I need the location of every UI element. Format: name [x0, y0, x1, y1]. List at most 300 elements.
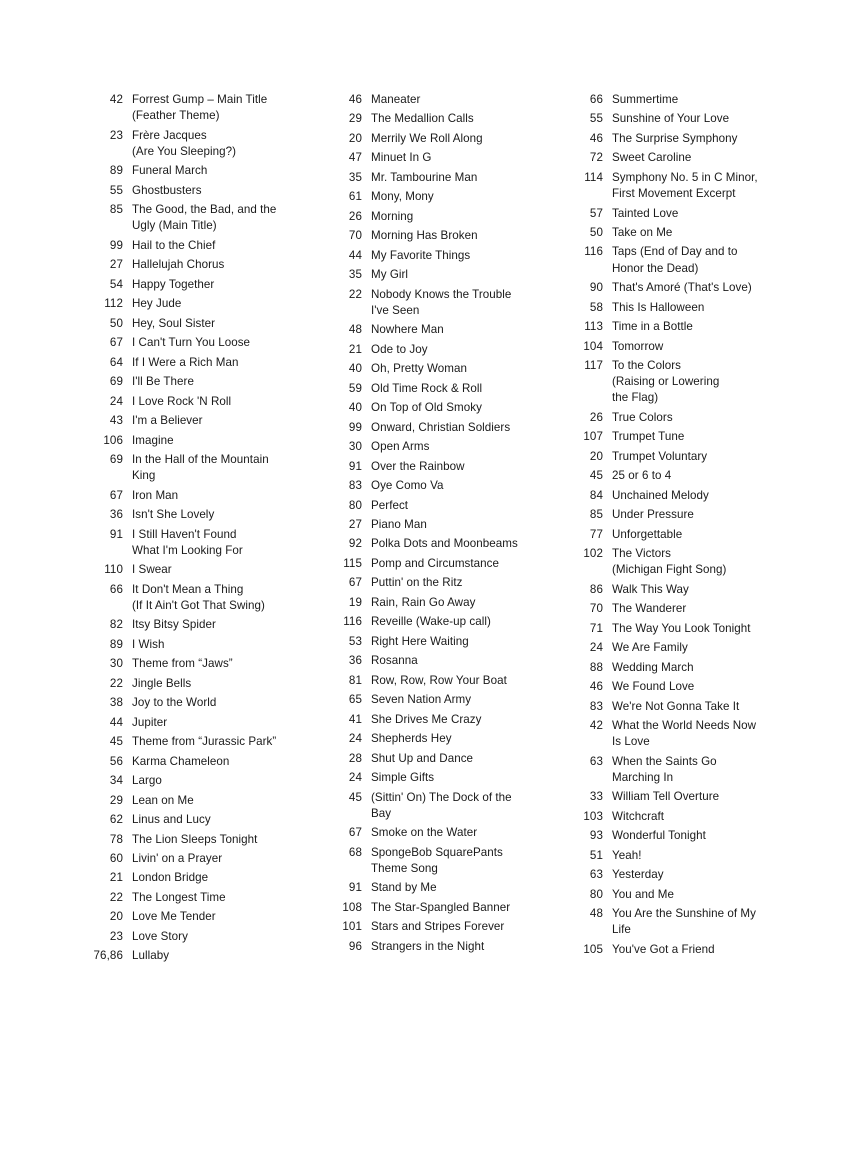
index-entry[interactable]: [325, 614, 552, 630]
index-entry[interactable]: [86, 163, 311, 179]
index-entry[interactable]: [566, 809, 793, 825]
entry-page-number: 20: [109, 910, 123, 924]
index-entry[interactable]: [86, 413, 311, 429]
entry-title: [612, 942, 793, 958]
entry-page-number: 114: [584, 170, 603, 184]
entry-page-number: 30: [348, 440, 362, 454]
entry-title: [132, 812, 311, 828]
entry-title: [612, 601, 793, 617]
entry-title: [612, 809, 793, 825]
entry-title-line: Walk This Way: [612, 582, 689, 596]
entry-title: [371, 919, 552, 935]
entry-title: [612, 828, 793, 844]
index-entry[interactable]: [325, 673, 552, 689]
entry-title-line: (Michigan Fight Song): [612, 563, 727, 577]
index-entry[interactable]: [325, 517, 552, 533]
index-entry[interactable]: [86, 562, 311, 578]
entry-page-number: 107: [583, 430, 603, 444]
entry-title: [132, 202, 311, 234]
index-entry[interactable]: [325, 825, 552, 841]
index-entry[interactable]: [86, 929, 311, 945]
index-entry[interactable]: [325, 790, 552, 822]
entry-title-line: Theme Song: [371, 861, 438, 875]
entry-title: [371, 287, 552, 319]
entry-title: [132, 335, 311, 351]
entry-title: [612, 640, 793, 656]
entry-title: [371, 189, 552, 205]
index-entry[interactable]: [86, 238, 311, 254]
entry-title: [132, 851, 311, 867]
entry-page-number: 67: [348, 826, 362, 840]
index-entry[interactable]: [86, 734, 311, 750]
entry-page-number: 93: [589, 829, 603, 843]
entry-title-line: I've Seen: [371, 303, 420, 317]
entry-title-line: My Favorite Things: [371, 248, 471, 262]
entry-title: [371, 673, 552, 689]
entry-title: [371, 381, 552, 397]
entry-title: [371, 880, 552, 896]
entry-page-number: 71: [589, 621, 603, 635]
index-entry[interactable]: [566, 582, 793, 598]
index-entry[interactable]: [325, 536, 552, 552]
entry-page-number: 104: [583, 339, 603, 353]
index-entry[interactable]: [566, 527, 793, 543]
entry-title-line: Open Arms: [371, 440, 430, 454]
entry-page-number: 91: [109, 527, 123, 541]
entry-title: [132, 394, 311, 410]
entry-title-line: Strangers in the Night: [371, 939, 485, 953]
entry-title-line: Unchained Melody: [612, 488, 709, 502]
index-entry[interactable]: [566, 449, 793, 465]
entry-page-number: 105: [583, 942, 603, 956]
entry-title-line: You and Me: [612, 887, 674, 901]
entry-page-number: 72: [589, 151, 603, 165]
entry-page-number: 26: [589, 410, 603, 424]
index-entry[interactable]: [86, 316, 311, 332]
entry-title-line: Over the Rainbow: [371, 459, 465, 473]
entry-page-number: 67: [348, 576, 362, 590]
index-entry[interactable]: [566, 828, 793, 844]
entry-page-number: 40: [348, 362, 362, 376]
index-entry[interactable]: [325, 653, 552, 669]
index-entry[interactable]: [566, 754, 793, 786]
entry-title: [371, 653, 552, 669]
entry-page-number: 19: [348, 595, 362, 609]
entry-title-line: Linus and Lucy: [132, 813, 211, 827]
index-entry[interactable]: [566, 679, 793, 695]
entry-title: [612, 92, 793, 108]
entry-title-line: The Star-Spangled Banner: [371, 900, 511, 914]
entry-title-line: Tomorrow: [612, 339, 664, 353]
entry-title-line: (Feather Theme): [132, 109, 220, 123]
entry-page-number: 77: [589, 527, 603, 541]
entry-title-line: Jingle Bells: [132, 676, 192, 690]
entry-title-line: I'm a Believer: [132, 414, 203, 428]
index-entry[interactable]: [86, 754, 311, 770]
entry-title-line: (If It Ain't Got That Swing): [132, 598, 265, 612]
index-entry[interactable]: [566, 699, 793, 715]
entry-page-number: 21: [109, 871, 123, 885]
entry-title: [132, 296, 311, 312]
index-entry[interactable]: [566, 319, 793, 335]
entry-title-line: Perfect: [371, 498, 409, 512]
index-entry[interactable]: [325, 361, 552, 377]
entry-title-line: Love Story: [132, 929, 188, 943]
index-entry[interactable]: [86, 335, 311, 351]
index-entry[interactable]: [86, 488, 311, 504]
entry-title: [612, 300, 793, 316]
entry-page-number: 91: [348, 459, 362, 473]
index-entry[interactable]: [566, 429, 793, 445]
entry-title: [132, 929, 311, 945]
index-entry[interactable]: [325, 381, 552, 397]
index-entry[interactable]: [86, 695, 311, 711]
index-entry[interactable]: [86, 452, 311, 484]
index-entry[interactable]: [325, 420, 552, 436]
index-entry[interactable]: [86, 637, 311, 653]
entry-title: [132, 257, 311, 273]
index-entry[interactable]: [566, 601, 793, 617]
entry-title-line: Reveille (Wake-up call): [371, 615, 491, 629]
entry-page-number: 82: [109, 618, 123, 632]
entry-title-line: Symphony No. 5 in C Minor,: [612, 170, 758, 184]
index-entry[interactable]: [325, 111, 552, 127]
entry-page-number: 65: [348, 693, 362, 707]
entry-title-line: Isn't She Lovely: [132, 508, 215, 522]
index-entry[interactable]: [86, 433, 311, 449]
entry-title-line: Ugly (Main Title): [132, 219, 217, 233]
entry-title-line: Happy Together: [132, 277, 215, 291]
entry-title: [612, 789, 793, 805]
index-entry[interactable]: [325, 267, 552, 283]
index-entry[interactable]: [566, 488, 793, 504]
entry-title: [612, 111, 793, 127]
entry-title: [132, 734, 311, 750]
index-entry[interactable]: [86, 374, 311, 390]
entry-title-line: I Wish: [132, 637, 165, 651]
entry-page-number: 80: [348, 498, 362, 512]
entry-title: [371, 131, 552, 147]
entry-title: [612, 887, 793, 903]
entry-title: [132, 413, 311, 429]
entry-title: [132, 890, 311, 906]
index-entry[interactable]: [566, 640, 793, 656]
entry-title-line: Jupiter: [132, 715, 168, 729]
entry-title: [612, 410, 793, 426]
index-entry[interactable]: [325, 342, 552, 358]
index-entry[interactable]: [566, 225, 793, 241]
index-entry[interactable]: [566, 111, 793, 127]
index-entry[interactable]: [325, 880, 552, 896]
index-entry[interactable]: [86, 851, 311, 867]
index-entry[interactable]: [325, 919, 552, 935]
entry-title-line: Lean on Me: [132, 793, 194, 807]
entry-title-line: The Way You Look Tonight: [612, 621, 751, 635]
entry-title-line: Oh, Pretty Woman: [371, 362, 467, 376]
entry-title: [612, 679, 793, 695]
index-entry[interactable]: [325, 556, 552, 572]
index-entry[interactable]: [86, 676, 311, 692]
index-entry[interactable]: [566, 170, 793, 202]
entry-page-number: 21: [348, 342, 362, 356]
index-entry[interactable]: [566, 206, 793, 222]
entry-title-line: King: [132, 469, 156, 483]
index-entry[interactable]: [86, 582, 311, 614]
index-entry[interactable]: [325, 478, 552, 494]
index-entry[interactable]: [325, 845, 552, 877]
entry-page-number: 99: [109, 238, 123, 252]
entry-page-number: 62: [109, 813, 123, 827]
entry-title-line: Ode to Joy: [371, 342, 428, 356]
index-entry[interactable]: [86, 355, 311, 371]
entry-page-number: 27: [348, 518, 362, 532]
index-entry[interactable]: [566, 358, 793, 407]
entry-title-line: Smoke on the Water: [371, 826, 478, 840]
index-entry[interactable]: [566, 887, 793, 903]
index-column: [70, 92, 311, 968]
index-entry[interactable]: [566, 546, 793, 578]
entry-title-line: Taps (End of Day and to: [612, 245, 738, 259]
index-entry[interactable]: [325, 439, 552, 455]
entry-page-number: 61: [348, 190, 362, 204]
entry-title-line: If I Were a Rich Man: [132, 355, 239, 369]
entry-title: [371, 498, 552, 514]
entry-title-line: Trumpet Tune: [612, 430, 685, 444]
entry-title-line: The Lion Sleeps Tonight: [132, 832, 258, 846]
index-entry[interactable]: [325, 751, 552, 767]
index-entry[interactable]: [86, 715, 311, 731]
entry-page-number: 99: [348, 420, 362, 434]
entry-title-line: We Found Love: [612, 680, 695, 694]
index-entry[interactable]: [86, 793, 311, 809]
entry-title: [612, 339, 793, 355]
entry-title-line: Time in a Bottle: [612, 320, 693, 334]
entry-page-number: 85: [109, 203, 123, 217]
index-entry[interactable]: [566, 660, 793, 676]
entry-page-number: 44: [109, 715, 123, 729]
entry-title: [612, 621, 793, 637]
index-entry[interactable]: [86, 890, 311, 906]
entry-title: [612, 358, 793, 407]
entry-page-number: 51: [589, 848, 603, 862]
index-entry[interactable]: [325, 731, 552, 747]
index-entry[interactable]: [86, 507, 311, 523]
index-entry[interactable]: [566, 867, 793, 883]
entry-title-line: Minuet In G: [371, 151, 432, 165]
index-entry[interactable]: [325, 634, 552, 650]
entry-title: [371, 111, 552, 127]
index-entry[interactable]: [325, 712, 552, 728]
entry-page-number: 67: [109, 336, 123, 350]
index-entry[interactable]: [566, 339, 793, 355]
entry-title-line: The Longest Time: [132, 890, 226, 904]
index-entry[interactable]: [86, 909, 311, 925]
index-entry[interactable]: [566, 410, 793, 426]
entry-title: [371, 228, 552, 244]
entry-title: [132, 316, 311, 332]
entry-page-number: 113: [584, 320, 603, 334]
entry-title-line: Tainted Love: [612, 206, 679, 220]
entry-title: [132, 238, 311, 254]
index-entry[interactable]: [566, 718, 793, 750]
index-entry[interactable]: [86, 92, 311, 124]
index-entry[interactable]: [86, 183, 311, 199]
entry-title: [612, 449, 793, 465]
index-entry[interactable]: [566, 789, 793, 805]
index-entry[interactable]: [566, 507, 793, 523]
entry-title: [371, 342, 552, 358]
entry-page-number: 102: [583, 547, 603, 561]
entry-title: [371, 845, 552, 877]
entry-title-line: Polka Dots and Moonbeams: [371, 537, 518, 551]
entry-page-number: 70: [589, 602, 603, 616]
index-entry[interactable]: [566, 848, 793, 864]
index-entry[interactable]: [86, 617, 311, 633]
entry-page-number: 42: [589, 718, 603, 732]
entry-title: [371, 751, 552, 767]
entry-title: [371, 900, 552, 916]
index-entry[interactable]: [86, 773, 311, 789]
entry-title: [371, 692, 552, 708]
index-column: [311, 92, 552, 958]
entry-title-line: Joy to the World: [132, 696, 217, 710]
index-entry[interactable]: [566, 942, 793, 958]
entry-page-number: 81: [348, 673, 362, 687]
index-entry[interactable]: [86, 257, 311, 273]
entry-title: [132, 562, 311, 578]
entry-title-line: Nowhere Man: [371, 323, 444, 337]
entry-title: [371, 614, 552, 630]
entry-title: [132, 715, 311, 731]
entry-title-line: William Tell Overture: [612, 790, 720, 804]
entry-title: [132, 507, 311, 523]
index-entry[interactable]: [566, 621, 793, 637]
entry-title: [132, 582, 311, 614]
entry-title-line: Imagine: [132, 433, 174, 447]
index-entry[interactable]: [566, 468, 793, 484]
index-entry[interactable]: [86, 870, 311, 886]
entry-title-line: True Colors: [612, 410, 673, 424]
index-entry[interactable]: [325, 189, 552, 205]
entry-page-number: 92: [348, 537, 362, 551]
entry-title-line: Pomp and Circumstance: [371, 556, 499, 570]
entry-page-number: 36: [348, 654, 362, 668]
index-entry[interactable]: [86, 527, 311, 559]
entry-title-line: Hey, Soul Sister: [132, 316, 216, 330]
entry-title-line: Under Pressure: [612, 508, 694, 522]
index-entry[interactable]: [325, 692, 552, 708]
entry-page-number: 45: [109, 735, 123, 749]
entry-page-number: 70: [348, 229, 362, 243]
entry-page-number: 29: [109, 793, 123, 807]
index-entry[interactable]: [86, 656, 311, 672]
entry-page-number: 46: [589, 680, 603, 694]
index-entry[interactable]: [325, 287, 552, 319]
index-entry[interactable]: [325, 498, 552, 514]
entry-title-line: I'll Be There: [132, 375, 194, 389]
entry-title: [371, 634, 552, 650]
index-entry[interactable]: [325, 939, 552, 955]
entry-title-line: I Swear: [132, 563, 172, 577]
index-entry[interactable]: [86, 394, 311, 410]
index-entry[interactable]: [325, 770, 552, 786]
entry-title-line: Life: [612, 923, 631, 937]
index-entry[interactable]: [566, 150, 793, 166]
index-entry[interactable]: [325, 595, 552, 611]
entry-title-line: We're Not Gonna Take It: [612, 699, 740, 713]
index-entry[interactable]: [86, 948, 311, 964]
entry-page-number: 116: [584, 245, 603, 259]
entry-title-line: Sunshine of Your Love: [612, 112, 730, 126]
entry-title: [612, 488, 793, 504]
entry-title-line: To the Colors: [612, 358, 681, 372]
entry-title-line: Hey Jude: [132, 297, 182, 311]
index-entry[interactable]: [325, 150, 552, 166]
index-entry[interactable]: [566, 906, 793, 938]
entry-title-line: Ghostbusters: [132, 183, 202, 197]
entry-page-number: 30: [109, 657, 123, 671]
entry-title: [132, 433, 311, 449]
index-entry[interactable]: [325, 900, 552, 916]
entry-title: [132, 832, 311, 848]
entry-title-line: Morning Has Broken: [371, 229, 478, 243]
entry-page-number: 69: [109, 375, 123, 389]
entry-page-number: 28: [348, 751, 362, 765]
entry-page-number: 24: [348, 771, 362, 785]
entry-page-number: 60: [109, 851, 123, 865]
index-entry[interactable]: [325, 92, 552, 108]
index-entry[interactable]: [325, 322, 552, 338]
index-entry[interactable]: [86, 832, 311, 848]
index-entry[interactable]: [566, 300, 793, 316]
index-entry[interactable]: [86, 128, 311, 160]
index-entry[interactable]: [566, 92, 793, 108]
index-entry[interactable]: [86, 296, 311, 312]
entry-title: [371, 439, 552, 455]
entry-page-number: 76,86: [93, 949, 123, 963]
entry-title: [132, 948, 311, 964]
entry-title-line: Shepherds Hey: [371, 732, 452, 746]
entry-title-line: You've Got a Friend: [612, 942, 715, 956]
index-entry[interactable]: [325, 248, 552, 264]
index-entry[interactable]: [86, 277, 311, 293]
index-entry[interactable]: [86, 812, 311, 828]
entry-title-line: Piano Man: [371, 518, 427, 532]
entry-title-line: Sweet Caroline: [612, 151, 692, 165]
entry-title: [371, 209, 552, 225]
entry-page-number: 66: [589, 93, 603, 106]
entry-page-number: 20: [589, 449, 603, 463]
entry-page-number: 58: [589, 300, 603, 314]
entry-title-line: I Love Rock 'N Roll: [132, 394, 232, 408]
entry-page-number: 64: [109, 355, 123, 369]
index-entry[interactable]: [325, 459, 552, 475]
index-entry[interactable]: [566, 280, 793, 296]
index-entry[interactable]: [325, 575, 552, 591]
index-entry[interactable]: [325, 228, 552, 244]
index-entry[interactable]: [325, 131, 552, 147]
entry-title: [132, 183, 311, 199]
index-entry[interactable]: [325, 209, 552, 225]
entry-page-number: 106: [103, 433, 123, 447]
entry-page-number: 23: [109, 128, 123, 142]
index-entry[interactable]: [566, 131, 793, 147]
index-entry[interactable]: [86, 202, 311, 234]
index-entry[interactable]: [325, 170, 552, 186]
index-entry[interactable]: [325, 400, 552, 416]
index-entry[interactable]: [566, 244, 793, 276]
entry-title-line: The Medallion Calls: [371, 112, 474, 126]
